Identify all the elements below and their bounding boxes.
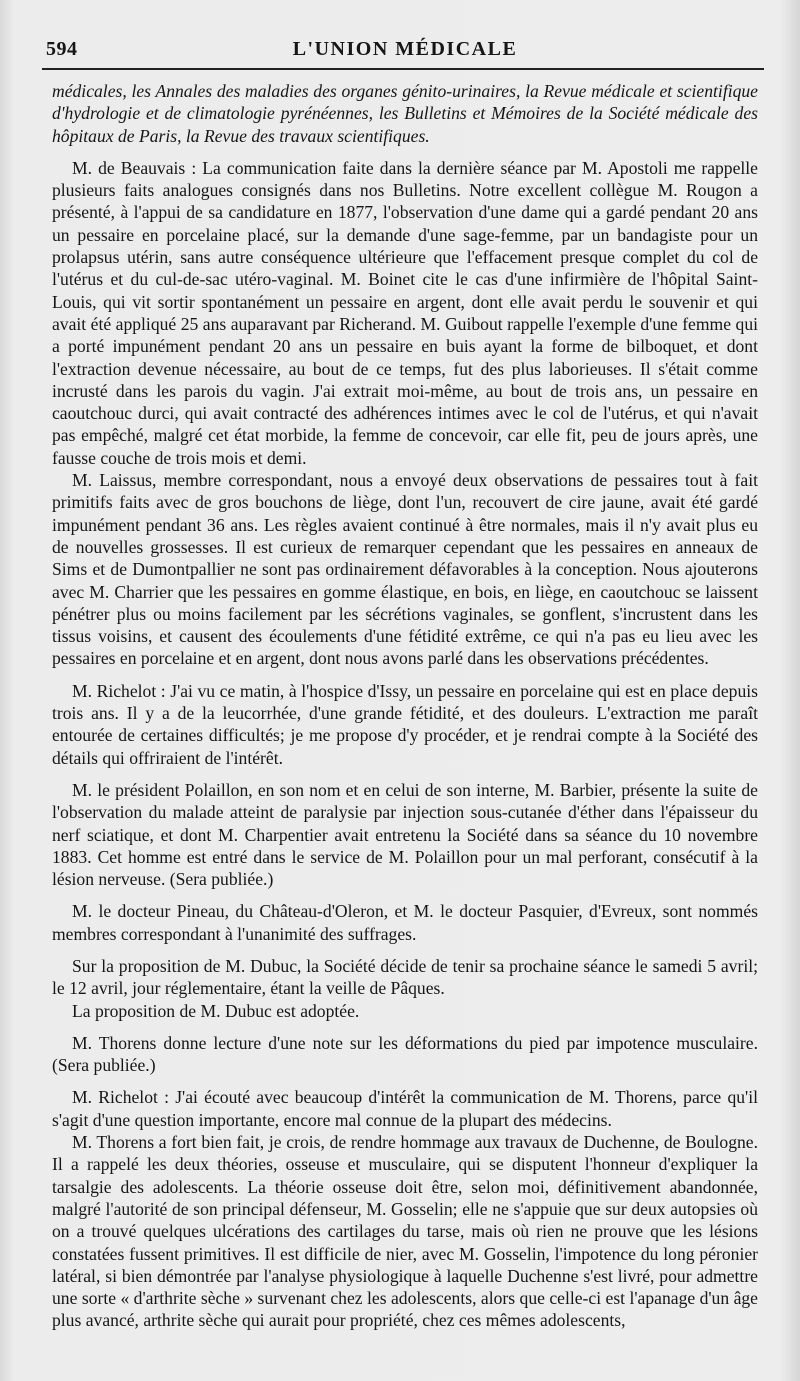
- paragraph: M. Thorens donne lecture d'une note sur les déformations du pied par impotence musculaire. (Sera publiée.): [52, 1032, 758, 1076]
- page-number: 594: [46, 38, 78, 60]
- page-body: [52, 80, 758, 1332]
- running-title: L'UNION MÉDICALE: [292, 38, 518, 60]
- paragraph: médicales, les Annales des maladies des organes génito-urinaires, la Revue médicale et scientifique d'hydrologie et de climatologie pyrénéennes, les Bulletins et Mémoires de la Société médicale des hôpitaux de Paris, la Revue des travaux scientifiques.: [52, 81, 758, 146]
- paragraph: M. Richelot : J'ai vu ce matin, à l'hospice d'Issy, un pessaire en porcelaine qui est en place depuis trois ans. Il y a de la leucorrhée, d'une grande fétidité, et des douleurs. L'extraction me paraît entourée de certaines difficultés; je me propose d'y procéder, et je rendrai compte à la Société des détails qui offriraient de l'intérêt.: [52, 680, 758, 768]
- paragraph: M. Thorens a fort bien fait, je crois, de rendre hommage aux travaux de Duchenne, de Boulogne. Il a rappelé les deux théories, osseuse et musculaire, qui se disputent l'honneur d'expliquer la tarsalgie des adolescents. La théorie osseuse doit être, selon moi, définitivement abandonnée, malgré l'autorité de son principal défenseur, M. Gosselin; elle ne s'appuie que sur deux autopsies où on a trouvé quelques ulcérations des cartilages du tarse, mais où rien ne prouve que les lésions constatées fussent primitives. Il est difficile de nier, avec M. Gosselin, l'impotence du long péronier latéral, si bien démontrée par l'analyse physiologique à laquelle Duchenne s'est livré, pour admettre une sorte « d'arthrite sèche » survenant chez les adolescents, alors que celle-ci est l'apanage d'un âge plus avancé, arthrite sèche qui aurait pour propriété, chez ces mêmes adolescents,: [52, 1132, 758, 1331]
- paragraph: La proposition de M. Dubuc est adoptée.: [72, 1000, 360, 1021]
- header-rule: [42, 68, 764, 70]
- paragraph: M. Laissus, membre correspondant, nous a envoyé deux observations de pessaires tout à fait primitifs faits avec de gros bouchons de liège, dont l'un, recouvert de cire jaune, avait été gardé impunément pendant 36 ans. Les règles avaient continué à être normales, mais il n'y avait plus eu de nouvelles grossesses. Il est curieux de remarquer cependant que les pessaires en anneaux de Sims et de Dumontpallier ne sont pas ordinairement défavorables à la conception. Nous ajouterons avec M. Charrier que les pessaires en gomme élastique, en bois, en liège, en caoutchouc se laissent pénétrer plus ou moins facilement par les sécrétions vaginales, se gonflent, s'incrustent dans les tissus voisins, et causent des écoulements d'une fétidité extrême, ce qui n'a pas eu lieu avec les pessaires en porcelaine et en argent, dont nous avons parlé dans les observations précédentes.: [52, 470, 758, 669]
- paragraph: M. Richelot : J'ai écouté avec beaucoup d'intérêt la communication de M. Thorens, parce qu'il s'agit d'une question importante, encore mal connue de la plupart des médecins.: [52, 1087, 758, 1130]
- paragraph: M. le président Polaillon, en son nom et en celui de son interne, M. Barbier, présente la suite de l'observation du malade atteint de paralysie par injection sous-cutanée d'éther dans l'épaisseur du nerf sciatique, et dont M. Charpentier avait entretenu la Société dans sa séance du 10 novembre 1883. Cet homme est entré dans le service de M. Polaillon pour un mal perforant, consécutif à la lésion nerveuse. (Sera publiée.): [52, 779, 758, 890]
- paragraph: Sur la proposition de M. Dubuc, la Société décide de tenir sa prochaine séance le samedi 5 avril; le 12 avril, jour réglementaire, étant la veille de Pâques.: [52, 955, 758, 999]
- paragraph: M. de Beauvais : La communication faite dans la dernière séance par M. Apostoli me rappelle plusieurs faits analogues consignés dans nos Bulletins. Notre excellent collègue M. Rougon a présenté, à l'appui de sa candidature en 1877, l'observation d'une dame qui a gardé pendant 20 ans un pessaire en porcelaine placé, sur la demande d'une sage-femme, par un bandagiste pour un prolapsus utérin, sans autre conséquence ultérieure que l'effacement presque complet du col de l'utérus et du cul-de-sac utéro-vaginal. M. Boinet cite le cas d'une infirmière de l'hôpital Saint-Louis, qui vit sortir spontanément un pessaire en argent, dont elle avait perdu le souvenir et qui avait été appliqué 25 ans auparavant par Richerand. M. Guibout rappelle l'exemple d'une femme qui a porté impunément pendant 20 ans un pessaire en buis ayant la forme de bilboquet, et dont l'extraction devenue nécessaire, au bout de ce temps, fut des plus laborieuses. Il s'était comme incrusté dans les parois du vagin. J'ai extrait moi-même, au bout de trois ans, un pessaire en caoutchouc durci, qui avait contracté des adhérences intimes avec le col de l'utérus, et qui n'avait pas empêché, malgré cet état morbide, la femme de concevoir, car elle fit, peu de jours après, une fausse couche de trois mois et demi.: [52, 157, 758, 468]
- paragraph: M. le docteur Pineau, du Château-d'Oleron, et M. le docteur Pasquier, d'Evreux, sont nommés membres correspondant à l'unanimité des suffrages.: [52, 901, 758, 944]
- page-header: [46, 30, 758, 68]
